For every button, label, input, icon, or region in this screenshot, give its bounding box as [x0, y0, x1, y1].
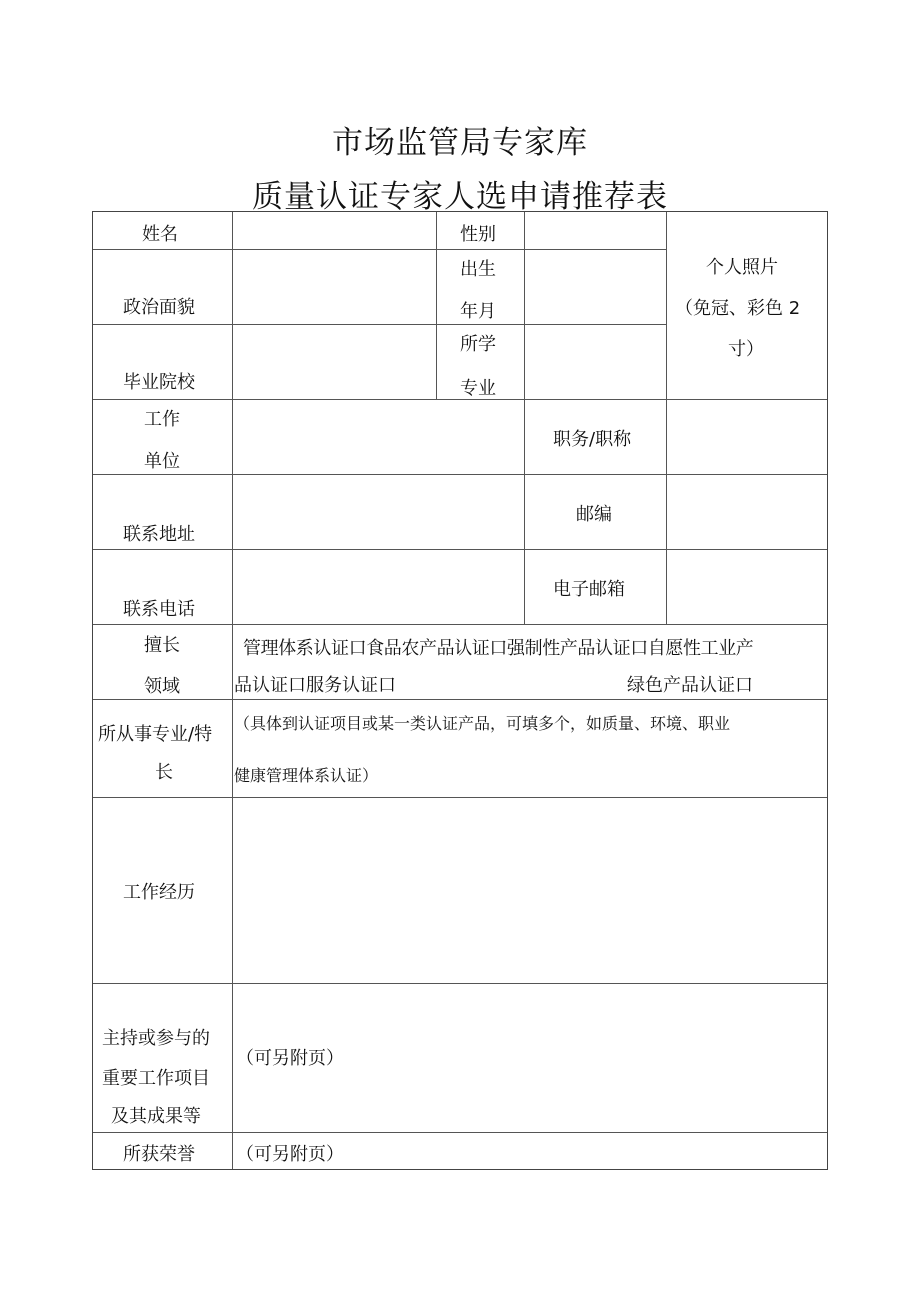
photo-cell[interactable] — [666, 211, 828, 399]
experience-label-cell — [92, 797, 232, 983]
profession-hint-2: 健康管理体系认证） — [234, 766, 379, 785]
specialty-options-line2a[interactable]: 品认证口服务认证口 — [234, 675, 396, 696]
experience-label: 工作经历 — [123, 882, 195, 903]
birth-input-cell[interactable] — [524, 249, 666, 324]
school-input-cell[interactable] — [232, 324, 436, 399]
school-label-cell — [92, 324, 232, 399]
postcode-input-cell[interactable] — [666, 474, 828, 549]
postcode-label-cell — [524, 474, 666, 549]
title-label: 职务/职称 — [553, 429, 632, 450]
political-input-cell[interactable] — [232, 249, 436, 324]
photo-label-3: 寸） — [728, 339, 764, 360]
honors-label: 所获荣誉 — [123, 1144, 195, 1165]
address-label-cell — [92, 474, 232, 549]
profession-label-2: 长 — [155, 762, 173, 783]
birth-label-2: 年月 — [460, 301, 496, 322]
projects-label-2: 重要工作项目 — [102, 1068, 210, 1089]
specialty-label-2: 领域 — [144, 676, 180, 697]
school-label: 毕业院校 — [123, 372, 195, 393]
profession-label-1: 所从事专业/特 — [98, 724, 213, 745]
birth-label-cell — [436, 249, 524, 324]
title-label-cell — [524, 399, 666, 474]
work-unit-label-2: 单位 — [144, 451, 180, 472]
projects-input-cell[interactable] — [232, 983, 828, 1132]
phone-label-cell — [92, 549, 232, 624]
name-input-cell[interactable] — [232, 211, 436, 249]
projects-label-cell — [92, 983, 232, 1132]
profession-hint-1: （具体到认证项目或某一类认证产品，可填多个，如质量、环境、职业 — [234, 714, 731, 733]
email-input-cell[interactable] — [666, 549, 828, 624]
email-label: 电子邮箱 — [553, 579, 625, 600]
work-unit-input-cell[interactable] — [232, 399, 524, 474]
postcode-label: 邮编 — [576, 504, 612, 525]
gender-label-cell — [436, 211, 524, 249]
photo-label-2: （免冠、彩色 2 — [675, 298, 801, 319]
projects-hint: （可另附页） — [236, 1048, 344, 1069]
honors-input-cell[interactable] — [232, 1132, 828, 1170]
work-unit-label-1: 工作 — [144, 409, 180, 430]
major-label-2: 专业 — [460, 378, 496, 399]
projects-label-1: 主持或参与的 — [102, 1028, 210, 1049]
address-input-cell[interactable] — [232, 474, 524, 549]
page-title-line2: 质量认证专家人选申请推荐表 — [252, 179, 668, 215]
photo-label-1: 个人照片 — [706, 257, 778, 278]
gender-input-cell[interactable] — [524, 211, 666, 249]
experience-input-cell[interactable] — [232, 797, 828, 983]
title-input-cell[interactable] — [666, 399, 828, 474]
name-label-cell — [92, 211, 232, 249]
birth-label-1: 出生 — [460, 259, 496, 280]
major-label-cell — [436, 324, 524, 399]
name-label: 姓名 — [142, 224, 178, 245]
specialty-options-cell[interactable] — [232, 624, 828, 699]
phone-label: 联系电话 — [123, 599, 195, 620]
honors-hint: （可另附页） — [236, 1144, 344, 1165]
specialty-label-1: 擅长 — [144, 635, 180, 656]
email-label-cell — [524, 549, 666, 624]
political-label: 政治面貌 — [123, 297, 195, 318]
projects-label-3: 及其成果等 — [111, 1106, 201, 1127]
profession-input-cell[interactable] — [232, 699, 828, 797]
specialty-options-line1[interactable]: 管理体系认证口食品农产品认证口强制性产品认证口自愿性工业产 — [243, 638, 754, 659]
major-input-cell[interactable] — [524, 324, 666, 399]
work-unit-label-cell — [92, 399, 232, 474]
page-title-line1: 市场监管局专家库 — [332, 125, 588, 161]
address-label: 联系地址 — [123, 524, 195, 545]
major-label-1: 所学 — [460, 334, 496, 355]
phone-input-cell[interactable] — [232, 549, 524, 624]
gender-label: 性别 — [460, 224, 496, 245]
honors-label-cell — [92, 1132, 232, 1170]
profession-label-cell — [92, 699, 232, 797]
specialty-options-line2b[interactable]: 绿色产品认证口 — [627, 675, 753, 696]
specialty-label-cell — [92, 624, 232, 699]
political-label-cell — [92, 249, 232, 324]
